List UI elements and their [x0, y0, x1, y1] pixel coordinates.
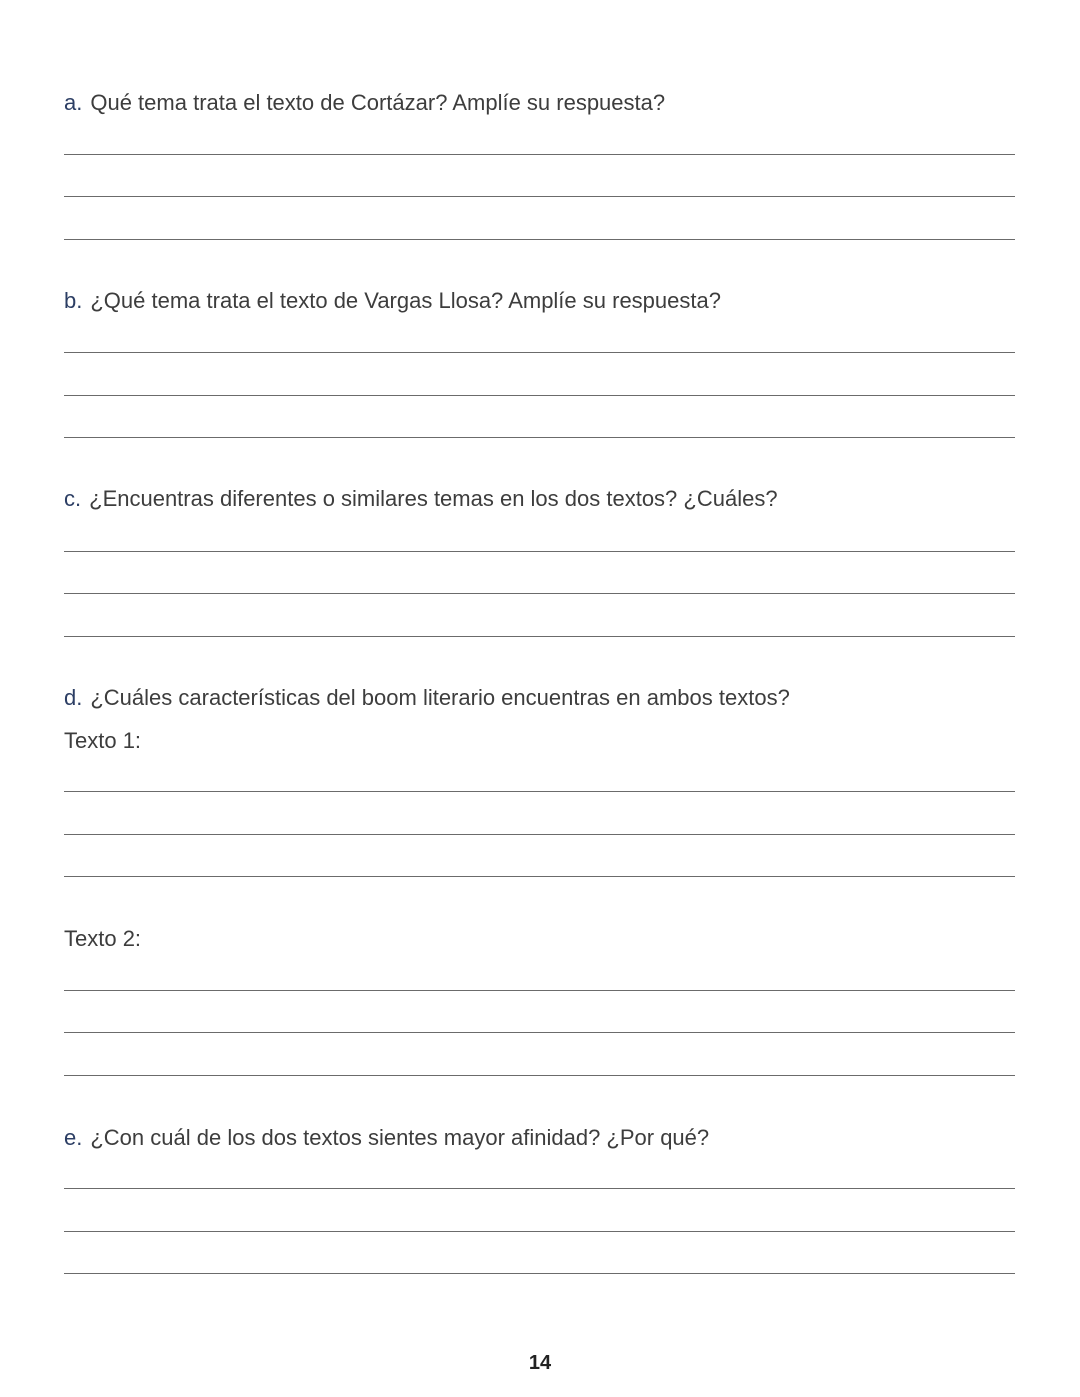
answer-line-d1-2[interactable] — [64, 834, 1015, 835]
question-d-text: ¿Cuáles características del boom literario encuentras en ambos textos? — [90, 685, 790, 710]
answer-line-d2-3[interactable] — [64, 1075, 1015, 1076]
answer-line-d2-2[interactable] — [64, 1032, 1015, 1033]
answer-line-a-1[interactable] — [64, 154, 1015, 155]
answer-line-d1-3[interactable] — [64, 876, 1015, 877]
answer-line-c-2[interactable] — [64, 593, 1015, 594]
answer-line-d1-1[interactable] — [64, 791, 1015, 792]
question-e — [64, 1124, 709, 1152]
answer-line-e-2[interactable] — [64, 1231, 1015, 1232]
question-b-letter: b. — [64, 288, 83, 313]
question-c-text: ¿Encuentras diferentes o similares temas en los dos textos? ¿Cuáles? — [89, 486, 778, 511]
question-e-text: ¿Con cuál de los dos textos sientes mayor afinidad? ¿Por qué? — [90, 1125, 710, 1150]
answer-line-e-3[interactable] — [64, 1273, 1015, 1274]
texto-2-label: Texto 2: — [64, 926, 142, 951]
answer-line-b-1[interactable] — [64, 352, 1015, 353]
answer-line-c-1[interactable] — [64, 551, 1015, 552]
answer-line-c-3[interactable] — [64, 636, 1015, 637]
question-a-letter: a. — [64, 90, 83, 115]
texto-1-label: Texto 1: — [64, 728, 142, 753]
answer-line-b-2[interactable] — [64, 395, 1015, 396]
answer-line-e-1[interactable] — [64, 1188, 1015, 1189]
answer-line-a-2[interactable] — [64, 196, 1015, 197]
question-a — [64, 89, 665, 117]
question-c — [64, 485, 778, 513]
answer-line-a-3[interactable] — [64, 239, 1015, 240]
question-e-letter: e. — [64, 1125, 83, 1150]
question-a-text: Qué tema trata el texto de Cortázar? Amplíe su respuesta? — [90, 90, 666, 115]
question-b — [64, 287, 721, 315]
question-c-letter: c. — [64, 486, 82, 511]
question-b-text: ¿Qué tema trata el texto de Vargas Llosa? Amplíe su respuesta? — [90, 288, 721, 313]
question-d-letter: d. — [64, 685, 83, 710]
question-d — [64, 684, 790, 712]
page-number: 14 — [528, 1352, 552, 1374]
answer-line-d2-1[interactable] — [64, 990, 1015, 991]
answer-line-b-3[interactable] — [64, 437, 1015, 438]
